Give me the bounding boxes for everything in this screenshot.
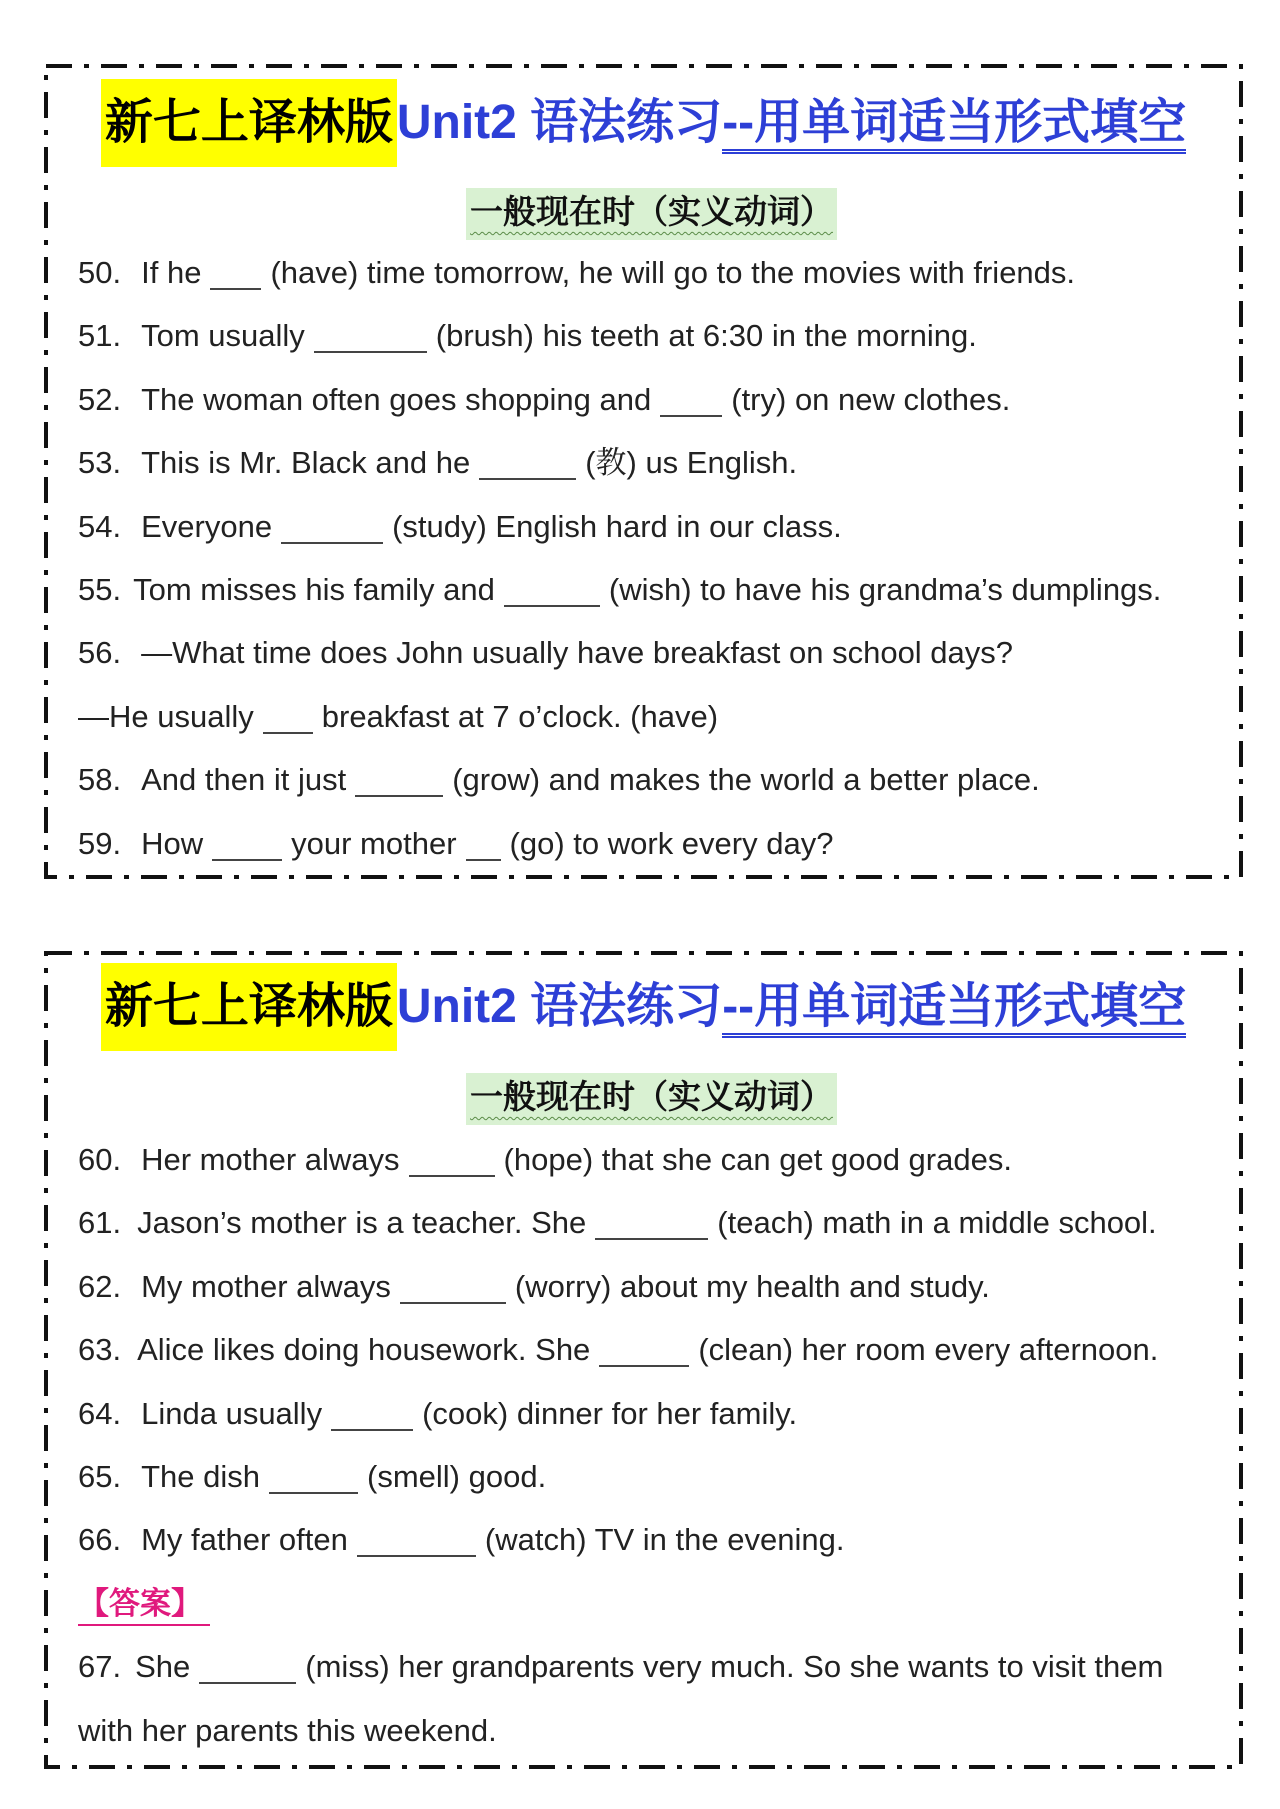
answer-blank <box>357 1529 476 1557</box>
question-65 <box>78 1445 1233 1508</box>
answer-blank <box>479 452 576 480</box>
question-text: (brush) his teeth at 6:30 in the morning. <box>435 318 977 354</box>
question-number: 55. <box>78 571 122 607</box>
question-50 <box>78 241 1233 304</box>
question-text: How <box>141 825 204 861</box>
title-instruction: --用单词适当形式填空 <box>722 96 1186 154</box>
question-number: 50. <box>78 255 122 290</box>
subtitle <box>44 1073 1243 1125</box>
question-62 <box>78 1255 1233 1318</box>
question-55 <box>78 558 1233 621</box>
question-66 <box>78 1508 1233 1571</box>
answer-label: 【答案】 <box>78 1584 210 1626</box>
question-51 <box>78 304 1233 367</box>
question-text: (grow) and makes the world a better place. <box>452 762 1040 798</box>
answer-blank <box>199 1656 296 1684</box>
question-text: Tom misses his family and <box>133 571 495 607</box>
question-text: The woman often goes shopping and <box>141 381 652 417</box>
question-text: (study) English hard in our class. <box>392 508 842 544</box>
answer-blank <box>210 262 261 290</box>
question-number: 53. <box>78 445 122 481</box>
question-text: (miss) her grandparents very much. So she wants to visit them <box>305 1649 1164 1685</box>
title-highlight: 新七上译林版 <box>101 79 397 167</box>
question-52 <box>78 368 1233 431</box>
question-text: The dish <box>141 1458 261 1494</box>
title-highlight: 新七上译林版 <box>101 963 397 1051</box>
question-67-continuation <box>78 1699 1233 1762</box>
question-number: 54. <box>78 508 122 544</box>
question-text: My mother always <box>141 1268 391 1304</box>
question-64 <box>78 1382 1233 1445</box>
worksheet-title <box>44 79 1243 167</box>
question-text: This is Mr. Black and he <box>141 445 471 481</box>
question-text: She <box>135 1649 191 1685</box>
question-text: (watch) TV in the evening. <box>484 1522 845 1558</box>
question-text: (hope) that she can get good grades. <box>503 1142 1012 1177</box>
question-text: My father often <box>141 1522 348 1558</box>
answer-blank <box>400 1276 506 1304</box>
answer-blank <box>212 833 282 861</box>
question-text: breakfast at 7 o’clock. (have) <box>321 698 719 734</box>
answer-blank <box>660 389 722 417</box>
worksheet-section-2 <box>44 951 1243 1769</box>
subtitle <box>44 188 1243 240</box>
worksheet-title <box>44 963 1243 1051</box>
question-text: (wish) to have his grandma’s dumplings. <box>608 571 1162 607</box>
question-text: If he <box>141 255 202 290</box>
question-text: —What time does John usually have breakfast on school days? <box>141 635 1014 671</box>
question-text: (try) on new clothes. <box>731 381 1011 417</box>
question-text: (have) time tomorrow, he will go to the movies with friends. <box>270 255 1076 290</box>
answer-heading-row <box>78 1572 1233 1635</box>
subtitle-label: 一般现在时（实义动词） <box>466 188 837 240</box>
question-text: (clean) her room every afternoon. <box>698 1332 1159 1368</box>
subtitle-label: 一般现在时（实义动词） <box>466 1073 837 1125</box>
question-number: 67. <box>78 1649 122 1685</box>
answer-blank <box>331 1403 413 1431</box>
answer-blank <box>269 1466 358 1494</box>
question-text: with her parents this weekend. <box>78 1712 497 1748</box>
question-number: 66. <box>78 1522 122 1558</box>
title-instruction: --用单词适当形式填空 <box>722 980 1186 1038</box>
question-number: 64. <box>78 1395 122 1431</box>
question-61 <box>78 1191 1233 1254</box>
answer-blank <box>595 1212 708 1240</box>
question-text: your mother <box>291 825 457 861</box>
question-list <box>78 1128 1233 1762</box>
title-unit: Unit2 语法练习 <box>396 980 723 1033</box>
worksheet-section-1 <box>44 64 1243 879</box>
answer-blank <box>466 833 501 861</box>
question-text: (教) us English. <box>585 445 798 481</box>
question-text: (smell) good. <box>367 1458 547 1494</box>
answer-blank <box>355 769 443 797</box>
question-56-reply <box>78 685 1233 748</box>
question-number: 59. <box>78 825 122 861</box>
question-text: —He usually <box>78 698 254 734</box>
question-text: And then it just <box>141 762 347 798</box>
answer-blank <box>504 579 600 607</box>
question-54 <box>78 495 1233 558</box>
question-number: 58. <box>78 762 122 798</box>
question-text: (go) to work every day? <box>509 825 834 861</box>
question-number: 56. <box>78 635 122 671</box>
question-text: Jason’s mother is a teacher. She <box>137 1205 587 1241</box>
question-number: 62. <box>78 1268 122 1304</box>
question-text: Tom usually <box>141 318 305 354</box>
question-text: (teach) math in a middle school. <box>717 1205 1157 1241</box>
answer-blank <box>281 516 383 544</box>
question-text: Everyone <box>141 508 273 544</box>
question-number: 61. <box>78 1205 122 1241</box>
question-text: (worry) about my health and study. <box>514 1268 990 1304</box>
answer-blank <box>263 706 313 734</box>
question-text: (cook) dinner for her family. <box>422 1395 798 1431</box>
question-number: 65. <box>78 1458 122 1494</box>
question-58 <box>78 748 1233 811</box>
answer-blank <box>599 1339 689 1367</box>
question-text: Her mother always <box>141 1142 400 1177</box>
question-59 <box>78 812 1233 875</box>
question-56 <box>78 621 1233 684</box>
question-67 <box>78 1635 1233 1698</box>
question-63 <box>78 1318 1233 1381</box>
question-number: 63. <box>78 1332 122 1368</box>
question-number: 52. <box>78 381 122 417</box>
answer-blank <box>409 1149 495 1177</box>
question-text: Linda usually <box>141 1395 323 1431</box>
question-list <box>78 241 1233 875</box>
question-53 <box>78 431 1233 494</box>
question-text: Alice likes doing housework. She <box>137 1332 591 1368</box>
question-number: 60. <box>78 1142 122 1177</box>
title-unit: Unit2 语法练习 <box>396 96 723 149</box>
question-number: 51. <box>78 318 122 354</box>
answer-blank <box>314 325 427 353</box>
question-60 <box>78 1128 1233 1191</box>
